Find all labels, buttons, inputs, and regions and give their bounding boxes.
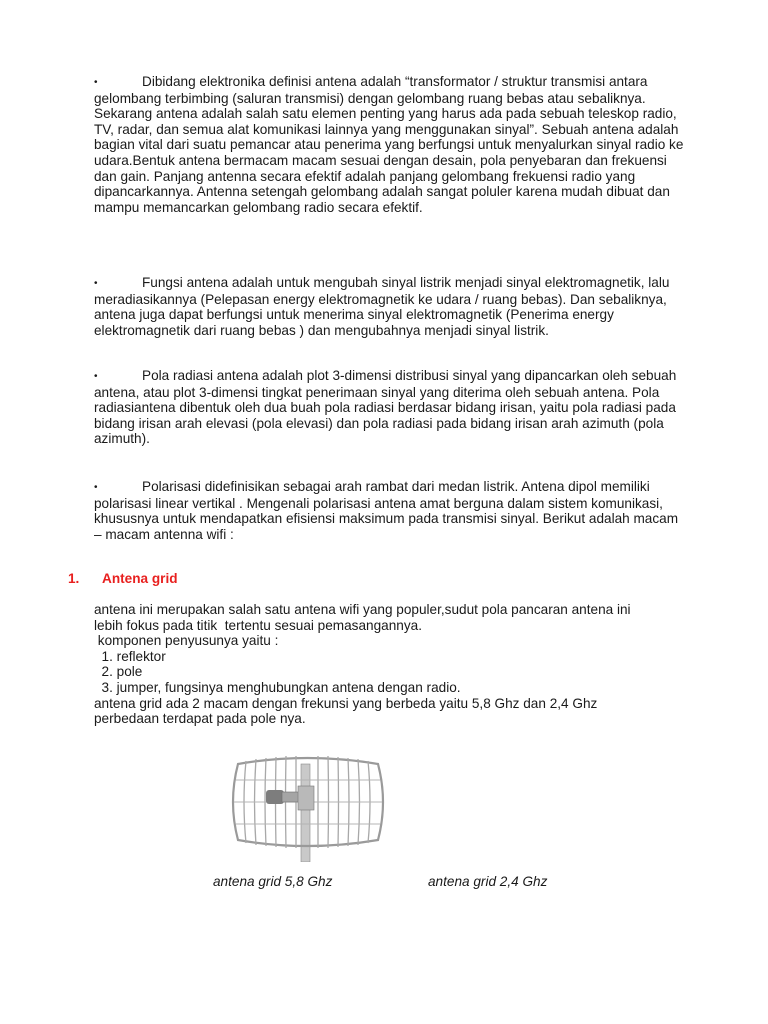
section-number: 1. [68, 571, 80, 586]
paragraph-antenna-function [94, 275, 684, 338]
grid-antenna-image [222, 744, 392, 862]
section-heading [68, 571, 178, 586]
caption-grid-2-4: antena grid 2,4 Ghz [428, 874, 548, 889]
description-line: lebih fokus pada titik tertentu sesuai pemasangannya. [94, 617, 422, 633]
description-line: 2. pole [94, 664, 143, 680]
section-title: Antena grid [102, 571, 178, 586]
description-line: antena ini merupakan salah satu antena wifi yang populer,sudut pola pancaran antena ini [94, 602, 631, 617]
description-line: 1. reflektor [94, 648, 166, 664]
bullet-icon: • [94, 77, 98, 88]
description-line: antena grid ada 2 macam dengan frekunsi yang berbeda yaitu 5,8 Ghz dan 2,4 Ghz [94, 695, 598, 711]
section-description [94, 602, 684, 727]
paragraph-text: Pola radiasi antena adalah plot 3-dimensi distribusi sinyal yang dipancarkan oleh sebuah antena, atau plot 3-dimensi tingkat penerimaan sinyal yang diterima oleh sebuah antena. Pola radiasiantena dibentuk oleh dua buah pola radiasi berdasar bidang irisan, yaitu pola radiasi pada bidang irisan arah elevasi (pola elevasi) dan pola radiasi pada bidang irisan arah azimuth (pola azimuth). [94, 368, 677, 447]
paragraph-text: Fungsi antena adalah untuk mengubah sinyal listrik menjadi sinyal elektromagnetik, lalu meradiasikannya (Pelepasan energy elektromagnetik ke udara / ruang bebas). Dan sebaliknya, antena juga dapat berfungsi untuk menerima sinyal elektromagnetik (Penerima energy elektromagnetik dari ruang bebas ) dan mengubahnya menjadi sinyal listrik. [94, 275, 670, 338]
description-line: 3. jumper, fungsinya menghubungkan antena dengan radio. [94, 679, 461, 695]
paragraph-antenna-definition [94, 74, 684, 215]
description-line: komponen penyusunya yaitu : [94, 633, 279, 649]
bullet-icon: • [94, 371, 98, 382]
paragraph-radiation-pattern [94, 368, 684, 447]
bullet-icon: • [94, 278, 98, 289]
caption-grid-5-8: antena grid 5,8 Ghz [213, 874, 333, 889]
description-line: perbedaan terdapat pada pole nya. [94, 711, 306, 727]
paragraph-text: Polarisasi didefinisikan sebagai arah rambat dari medan listrik. Antena dipol memiliki polarisasi linear vertikal . Mengenali polarisasi antena amat berguna dalam sistem komunikasi, khususnya untuk mendapatkan efisiensi maksimum pada transmisi sinyal. Berikut adalah macam – macam antenna wifi : [94, 479, 679, 542]
paragraph-polarization [94, 479, 684, 542]
bullet-icon: • [94, 482, 98, 493]
paragraph-text: Dibidang elektronika definisi antena adalah “transformator / struktur transmisi antara gelombang terbimbing (saluran transmisi) dengan gelombang ruang bebas atau sebaliknya. Sekarang antena adalah salah satu elemen penting yang harus ada pada sebuah teleskop radio, TV, radar, dan semua alat komunikasi lainnya yang menggunakan sinyal”. Sebuah antena adalah bagian vital dari suatu pemancar atau penerima yang berfungsi untuk menyalurkan sinyal radio ke udara.Bentuk antena bermacam macam sesuai dengan desain, pola penyebaran dan frekuensi dan gain. Panjang antenna secara efektif adalah panjang gelombang frekuensi radio yang dipancarkannya. Antenna setengah gelombang adalah sangat poluler karena mudah dibuat dan mampu memancarkan gelombang radio secara efektif. [94, 74, 684, 215]
